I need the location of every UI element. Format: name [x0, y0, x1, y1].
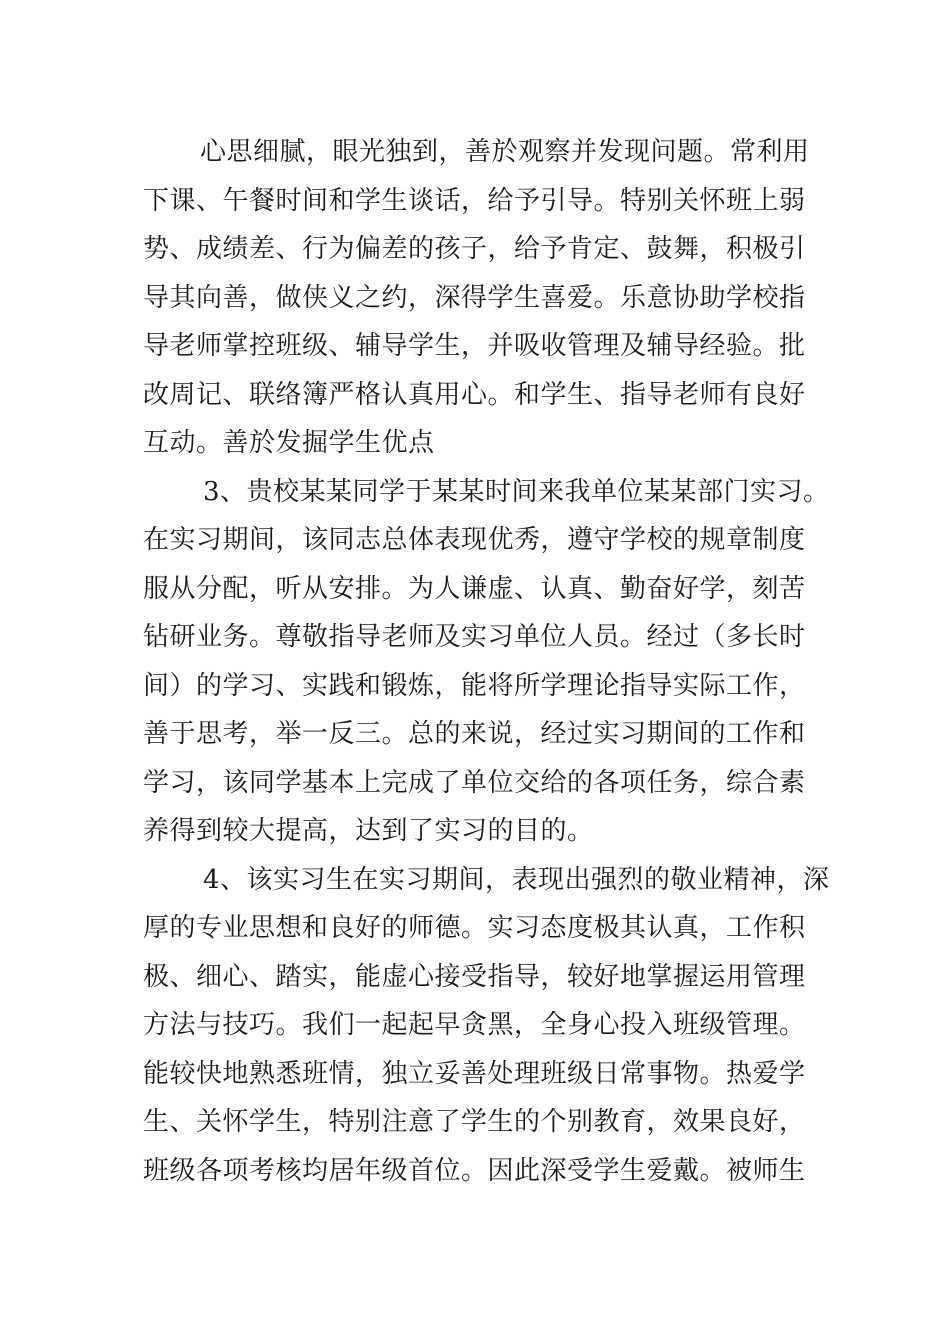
paragraph-line: 互动。善於发掘学生优点 [143, 428, 435, 458]
paragraph-line: 班级各项考核均居年级首位。因此深受学生爱戴。被师生 [143, 1155, 806, 1186]
document-body [143, 128, 830, 1195]
paragraph-line: 善于思考，举一反三。总的来说，经过实习期间的工作和 [143, 719, 806, 749]
paragraph-line: 生、关怀学生，特别注意了学生的个别教育，效果良好， [143, 1107, 806, 1137]
paragraph-line: 改周记、联络簿严格认真用心。和学生、指导老师有良好 [143, 379, 806, 410]
paragraph-line: 间）的学习、实践和锻炼，能将所学理论指导实际工作， [143, 670, 806, 701]
paragraph-line: 钻研业务。尊敬指导老师及实习单位人员。经过（多长时 [143, 622, 806, 652]
paragraph-line: 心思细腻，眼光独到，善於观察并发现问题。常利用 [200, 137, 810, 167]
paragraph-line: 势、成绩差、行为偏差的孩子，给予肯定、鼓舞，积极引 [143, 234, 806, 264]
paragraph-line: 下课、午餐时间和学生谈话，给予引导。特别关怀班上弱 [143, 185, 806, 216]
paragraph-line: 4、该实习生在实习期间，表现出强烈的敬业精神，深 [203, 864, 830, 895]
paragraph-line: 3、贵校某某同学于某某时间来我单位某某部门实习。 [203, 476, 830, 507]
paragraph-line: 能较快地熟悉班情，独立妥善处理班级日常事物。热爱学 [143, 1058, 806, 1089]
paragraph-line: 厚的专业思想和良好的师德。实习态度极其认真，工作积 [143, 913, 806, 943]
paragraph-line: 养得到较大提高，达到了实习的目的。 [143, 816, 594, 846]
paragraph-line: 服从分配，听从安排。为人谦虚、认真、勤奋好学，刻苦 [143, 573, 806, 604]
paragraph-line: 极、细心、踏实，能虚心接受指导，较好地掌握运用管理 [143, 961, 806, 992]
paragraph-line: 导其向善，做侠义之约，深得学生喜爱。乐意协助学校指 [143, 282, 806, 313]
paragraph-line: 方法与技巧。我们一起起早贪黑，全身心投入班级管理。 [143, 1010, 806, 1040]
paragraph-line: 导老师掌控班级、辅导学生，并吸收管理及辅导经验。批 [143, 331, 806, 361]
paragraph-line: 学习，该同学基本上完成了单位交给的各项任务，综合素 [143, 767, 806, 798]
paragraph-line: 在实习期间，该同志总体表现优秀，遵守学校的规章制度 [143, 525, 806, 555]
